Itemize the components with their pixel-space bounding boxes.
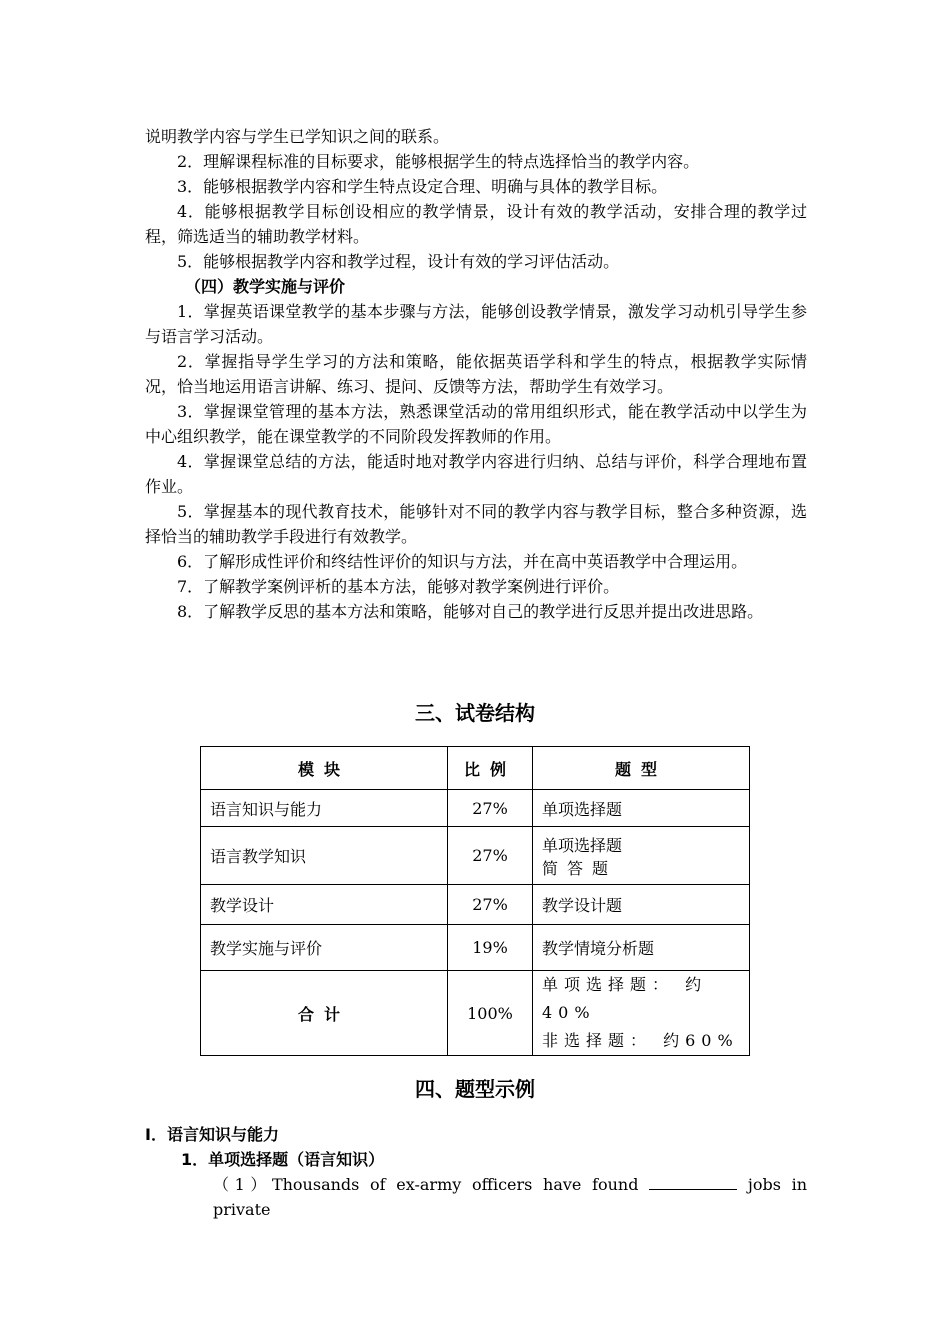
paragraph: 5．能够根据教学内容和教学过程，设计有效的学习评估活动。: [177, 252, 620, 271]
exam-structure-table: [200, 746, 750, 1056]
question-examples: [145, 1122, 807, 1222]
type-line: 单项选择题: [542, 835, 623, 855]
cell-module: 教学实施与评价: [201, 925, 448, 971]
question-item: [145, 1172, 807, 1222]
paragraph: 4．掌握课堂总结的方法，能适时地对教学内容进行归纳、总结与评价，科学合理地布置作业。: [145, 452, 807, 496]
paragraph: 6．了解形成性评价和终结性评价的知识与方法，并在高中英语教学中合理运用。: [177, 552, 748, 571]
table-row: [201, 790, 750, 827]
cell-total-label: 合计: [201, 971, 448, 1056]
table-total-row: [201, 971, 750, 1056]
cell-module: 语言教学知识: [201, 827, 448, 885]
paragraph: 2．掌握指导学生学习的方法和策略，能依据英语学科和学生的特点，根据教学实际情况，恰当地运用语言讲解、练习、提问、反馈等方法，帮助学生有效学习。: [145, 352, 807, 396]
section-title-exam-structure: 三、试卷结构: [415, 701, 535, 725]
cell-type: 教学情境分析题: [533, 925, 750, 971]
table-row: [201, 925, 750, 971]
cell-type: [533, 827, 750, 885]
question-text: （1）Thousands of ex-army officers have found: [213, 1175, 639, 1194]
table-header-row: [201, 747, 750, 790]
paragraph: 7．了解教学案例评析的基本方法，能够对教学案例进行评价。: [177, 577, 620, 596]
cell-type: 教学设计题: [533, 885, 750, 925]
subheading-teaching-implementation: （四）教学实施与评价: [185, 277, 346, 296]
paragraph: 说明教学内容与学生已学知识之间的联系。: [145, 127, 450, 146]
table-row: [201, 827, 750, 885]
cell-ratio: 19%: [448, 925, 533, 971]
question-text-continued: jobs in private: [213, 1175, 808, 1219]
paragraph: 4．能够根据教学目标创设相应的教学情景，设计有效的教学活动，安排合理的教学过程，筛选适当的辅助教学材料。: [145, 202, 807, 246]
header-module: 模块: [201, 747, 448, 790]
paragraph: 2．理解课程标准的目标要求，能够根据学生的特点选择恰当的教学内容。: [177, 152, 700, 171]
cell-module: 语言知识与能力: [201, 790, 448, 827]
question-type-heading: 1．单项选择题（语言知识）: [181, 1150, 385, 1169]
paragraph: 3．掌握课堂管理的基本方法，熟悉课堂活动的常用组织形式，能在教学活动中以学生为中心组织教学，能在课堂教学的不同阶段发挥教师的作用。: [145, 402, 807, 446]
type-line: 单项选择题： 约40%: [542, 975, 708, 1022]
table-row: [201, 885, 750, 925]
type-line: 简答题: [542, 858, 618, 878]
cell-module: 教学设计: [201, 885, 448, 925]
cell-ratio: 27%: [448, 790, 533, 827]
paragraph: 3．能够根据教学内容和学生特点设定合理、明确与具体的教学目标。: [177, 177, 668, 196]
cell-total-type: [533, 971, 750, 1056]
body-text: [145, 124, 807, 624]
paragraph: 1．掌握英语课堂教学的基本步骤与方法，能够创设教学情景，激发学习动机引导学生参与语言学习活动。: [145, 302, 807, 346]
header-type: 题型: [533, 747, 750, 790]
answer-blank: [649, 1175, 737, 1190]
cell-total-ratio: 100%: [448, 971, 533, 1056]
part-heading: I．语言知识与能力: [145, 1125, 279, 1144]
header-ratio: 比例: [448, 747, 533, 790]
type-line: 非选择题： 约60%: [542, 1031, 739, 1050]
cell-ratio: 27%: [448, 885, 533, 925]
paragraph: 8．了解教学反思的基本方法和策略，能够对自己的教学进行反思并提出改进思路。: [177, 602, 764, 621]
paragraph: 5．掌握基本的现代教育技术，能够针对不同的教学内容与教学目标，整合多种资源，选择恰当的辅助教学手段进行有效教学。: [145, 502, 807, 546]
section-title-question-examples: 四、题型示例: [415, 1077, 535, 1101]
cell-type: 单项选择题: [533, 790, 750, 827]
cell-ratio: 27%: [448, 827, 533, 885]
